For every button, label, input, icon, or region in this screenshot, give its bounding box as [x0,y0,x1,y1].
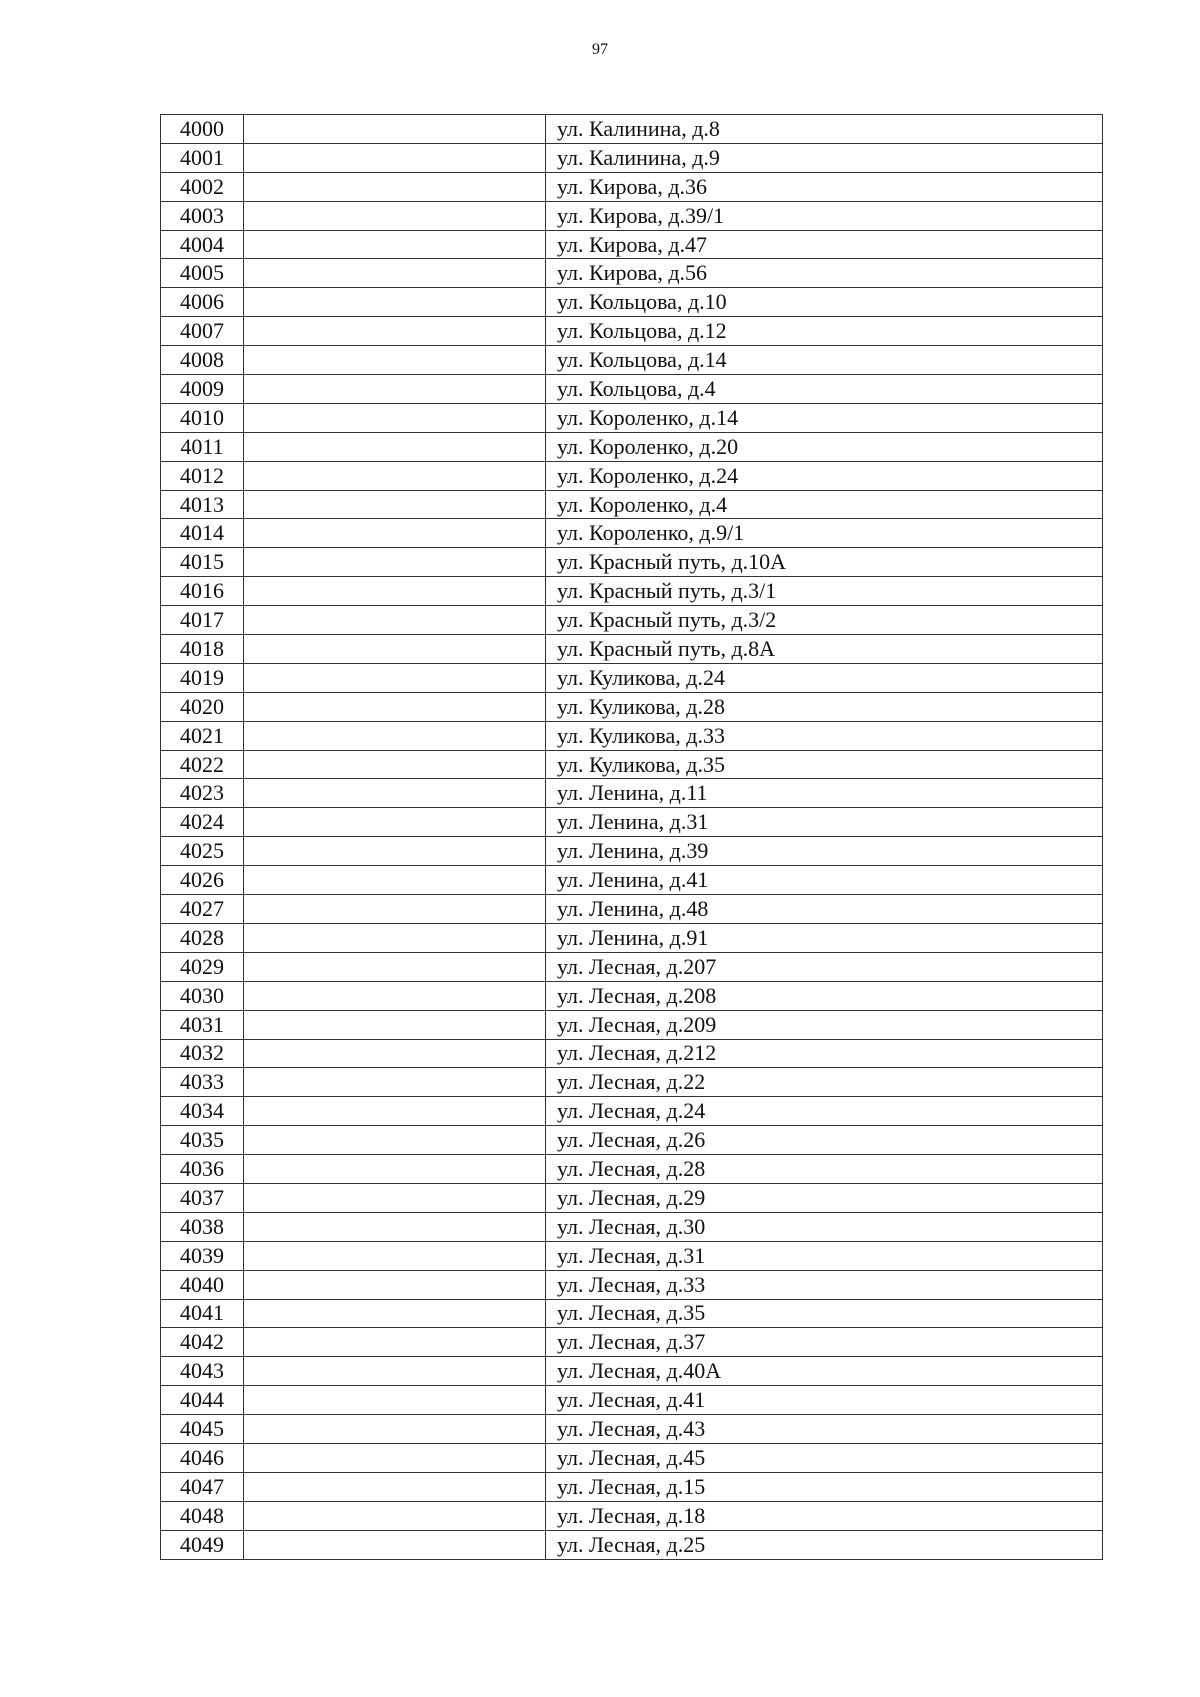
row-number-cell: 4034 [161,1097,244,1126]
table-row [161,721,1103,750]
empty-cell [244,1501,546,1530]
table-row [161,1212,1103,1241]
row-number-cell: 4022 [161,750,244,779]
address-cell: ул. Лесная, д.207 [546,952,1103,981]
table-row [161,1386,1103,1415]
empty-cell [244,519,546,548]
address-cell: ул. Лесная, д.40А [546,1357,1103,1386]
empty-cell [244,923,546,952]
table-row [161,172,1103,201]
row-number-cell: 4035 [161,1126,244,1155]
table-row [161,288,1103,317]
address-cell: ул. Лесная, д.25 [546,1530,1103,1559]
table-row [161,201,1103,230]
address-cell: ул. Лесная, д.22 [546,1068,1103,1097]
row-number-cell: 4045 [161,1415,244,1444]
address-cell: ул. Кольцова, д.12 [546,317,1103,346]
table-row [161,230,1103,259]
table-row [161,1126,1103,1155]
row-number-cell: 4048 [161,1501,244,1530]
address-cell: ул. Лесная, д.15 [546,1472,1103,1501]
empty-cell [244,895,546,924]
row-number-cell: 4008 [161,346,244,375]
address-cell: ул. Лесная, д.45 [546,1443,1103,1472]
address-cell: ул. Ленина, д.31 [546,808,1103,837]
table-row [161,837,1103,866]
address-cell: ул. Лесная, д.29 [546,1183,1103,1212]
row-number-cell: 4025 [161,837,244,866]
row-number-cell: 4005 [161,259,244,288]
row-number-cell: 4031 [161,1010,244,1039]
address-cell: ул. Лесная, д.212 [546,1039,1103,1068]
address-cell: ул. Лесная, д.43 [546,1415,1103,1444]
row-number-cell: 4046 [161,1443,244,1472]
empty-cell [244,866,546,895]
table-row [161,1328,1103,1357]
row-number-cell: 4015 [161,548,244,577]
table-row [161,1039,1103,1068]
table-row [161,866,1103,895]
row-number-cell: 4017 [161,606,244,635]
address-cell: ул. Куликова, д.33 [546,721,1103,750]
address-cell: ул. Ленина, д.41 [546,866,1103,895]
table-row [161,1270,1103,1299]
empty-cell [244,201,546,230]
empty-cell [244,750,546,779]
empty-cell [244,663,546,692]
row-number-cell: 4038 [161,1212,244,1241]
table-row [161,808,1103,837]
table-row [161,432,1103,461]
table-row [161,490,1103,519]
empty-cell [244,461,546,490]
address-cell: ул. Лесная, д.31 [546,1241,1103,1270]
address-cell: ул. Куликова, д.24 [546,663,1103,692]
address-cell: ул. Лесная, д.18 [546,1501,1103,1530]
row-number-cell: 4047 [161,1472,244,1501]
empty-cell [244,1241,546,1270]
row-number-cell: 4010 [161,403,244,432]
row-number-cell: 4027 [161,895,244,924]
row-number-cell: 4032 [161,1039,244,1068]
empty-cell [244,1472,546,1501]
address-register-table [160,114,1103,1560]
table-row [161,1241,1103,1270]
table-row [161,577,1103,606]
empty-cell [244,490,546,519]
empty-cell [244,1357,546,1386]
empty-cell [244,375,546,404]
empty-cell [244,1212,546,1241]
table-row [161,259,1103,288]
empty-cell [244,115,546,144]
empty-cell [244,1415,546,1444]
row-number-cell: 4018 [161,635,244,664]
address-cell: ул. Короленко, д.14 [546,403,1103,432]
empty-cell [244,1039,546,1068]
address-cell: ул. Лесная, д.209 [546,1010,1103,1039]
table-row [161,346,1103,375]
table-row [161,403,1103,432]
row-number-cell: 4019 [161,663,244,692]
address-cell: ул. Кирова, д.36 [546,172,1103,201]
empty-cell [244,577,546,606]
empty-cell [244,172,546,201]
row-number-cell: 4002 [161,172,244,201]
row-number-cell: 4021 [161,721,244,750]
address-cell: ул. Кирова, д.39/1 [546,201,1103,230]
address-cell: ул. Куликова, д.35 [546,750,1103,779]
empty-cell [244,1443,546,1472]
empty-cell [244,346,546,375]
row-number-cell: 4040 [161,1270,244,1299]
table-body [161,115,1103,1560]
empty-cell [244,837,546,866]
address-cell: ул. Красный путь, д.8А [546,635,1103,664]
row-number-cell: 4011 [161,432,244,461]
empty-cell [244,981,546,1010]
row-number-cell: 4004 [161,230,244,259]
table-row [161,519,1103,548]
address-cell: ул. Короленко, д.4 [546,490,1103,519]
table-row [161,981,1103,1010]
empty-cell [244,1155,546,1184]
row-number-cell: 4006 [161,288,244,317]
row-number-cell: 4016 [161,577,244,606]
empty-cell [244,1126,546,1155]
table-row [161,923,1103,952]
address-cell: ул. Лесная, д.35 [546,1299,1103,1328]
address-cell: ул. Ленина, д.48 [546,895,1103,924]
empty-cell [244,635,546,664]
address-cell: ул. Короленко, д.20 [546,432,1103,461]
address-cell: ул. Короленко, д.24 [546,461,1103,490]
address-cell: ул. Короленко, д.9/1 [546,519,1103,548]
empty-cell [244,606,546,635]
address-cell: ул. Кольцова, д.14 [546,346,1103,375]
table-row [161,1097,1103,1126]
row-number-cell: 4041 [161,1299,244,1328]
table-row [161,1415,1103,1444]
table-row [161,663,1103,692]
empty-cell [244,143,546,172]
row-number-cell: 4007 [161,317,244,346]
empty-cell [244,1010,546,1039]
row-number-cell: 4023 [161,779,244,808]
empty-cell [244,721,546,750]
table-row [161,461,1103,490]
table-row [161,317,1103,346]
table-row [161,952,1103,981]
table-row [161,779,1103,808]
address-cell: ул. Калинина, д.9 [546,143,1103,172]
page-number: 97 [592,41,608,58]
row-number-cell: 4036 [161,1155,244,1184]
empty-cell [244,1097,546,1126]
table-row [161,1530,1103,1559]
table-row [161,1068,1103,1097]
address-cell: ул. Лесная, д.37 [546,1328,1103,1357]
empty-cell [244,1068,546,1097]
empty-cell [244,1530,546,1559]
row-number-cell: 4020 [161,692,244,721]
row-number-cell: 4043 [161,1357,244,1386]
row-number-cell: 4026 [161,866,244,895]
row-number-cell: 4030 [161,981,244,1010]
address-cell: ул. Куликова, д.28 [546,692,1103,721]
address-cell: ул. Лесная, д.33 [546,1270,1103,1299]
table-row [161,750,1103,779]
table-row [161,895,1103,924]
table-row [161,1299,1103,1328]
address-cell: ул. Лесная, д.26 [546,1126,1103,1155]
empty-cell [244,1299,546,1328]
address-cell: ул. Кольцова, д.10 [546,288,1103,317]
empty-cell [244,1386,546,1415]
table-row [161,375,1103,404]
address-cell: ул. Ленина, д.39 [546,837,1103,866]
address-cell: ул. Красный путь, д.10А [546,548,1103,577]
table-row [161,606,1103,635]
address-cell: ул. Лесная, д.28 [546,1155,1103,1184]
row-number-cell: 4042 [161,1328,244,1357]
row-number-cell: 4003 [161,201,244,230]
table-row [161,1155,1103,1184]
table-row [161,1010,1103,1039]
empty-cell [244,952,546,981]
address-cell: ул. Лесная, д.41 [546,1386,1103,1415]
table-row [161,692,1103,721]
address-cell: ул. Ленина, д.11 [546,779,1103,808]
table-row [161,1501,1103,1530]
row-number-cell: 4014 [161,519,244,548]
table-row [161,1357,1103,1386]
empty-cell [244,432,546,461]
address-cell: ул. Лесная, д.24 [546,1097,1103,1126]
empty-cell [244,779,546,808]
row-number-cell: 4009 [161,375,244,404]
table-row [161,1443,1103,1472]
address-cell: ул. Красный путь, д.3/1 [546,577,1103,606]
empty-cell [244,403,546,432]
table-row [161,635,1103,664]
empty-cell [244,259,546,288]
empty-cell [244,1328,546,1357]
empty-cell [244,548,546,577]
table-row [161,115,1103,144]
row-number-cell: 4044 [161,1386,244,1415]
empty-cell [244,692,546,721]
row-number-cell: 4029 [161,952,244,981]
row-number-cell: 4013 [161,490,244,519]
empty-cell [244,288,546,317]
address-cell: ул. Кирова, д.47 [546,230,1103,259]
row-number-cell: 4039 [161,1241,244,1270]
empty-cell [244,230,546,259]
row-number-cell: 4049 [161,1530,244,1559]
empty-cell [244,808,546,837]
table-row [161,143,1103,172]
address-cell: ул. Кольцова, д.4 [546,375,1103,404]
row-number-cell: 4037 [161,1183,244,1212]
table-row [161,1183,1103,1212]
row-number-cell: 4024 [161,808,244,837]
table-row [161,1472,1103,1501]
empty-cell [244,1183,546,1212]
row-number-cell: 4001 [161,143,244,172]
row-number-cell: 4012 [161,461,244,490]
address-cell: ул. Лесная, д.30 [546,1212,1103,1241]
row-number-cell: 4033 [161,1068,244,1097]
empty-cell [244,1270,546,1299]
address-cell: ул. Калинина, д.8 [546,115,1103,144]
address-cell: ул. Красный путь, д.3/2 [546,606,1103,635]
table-row [161,548,1103,577]
row-number-cell: 4028 [161,923,244,952]
row-number-cell: 4000 [161,115,244,144]
address-cell: ул. Кирова, д.56 [546,259,1103,288]
empty-cell [244,317,546,346]
address-cell: ул. Лесная, д.208 [546,981,1103,1010]
address-cell: ул. Ленина, д.91 [546,923,1103,952]
